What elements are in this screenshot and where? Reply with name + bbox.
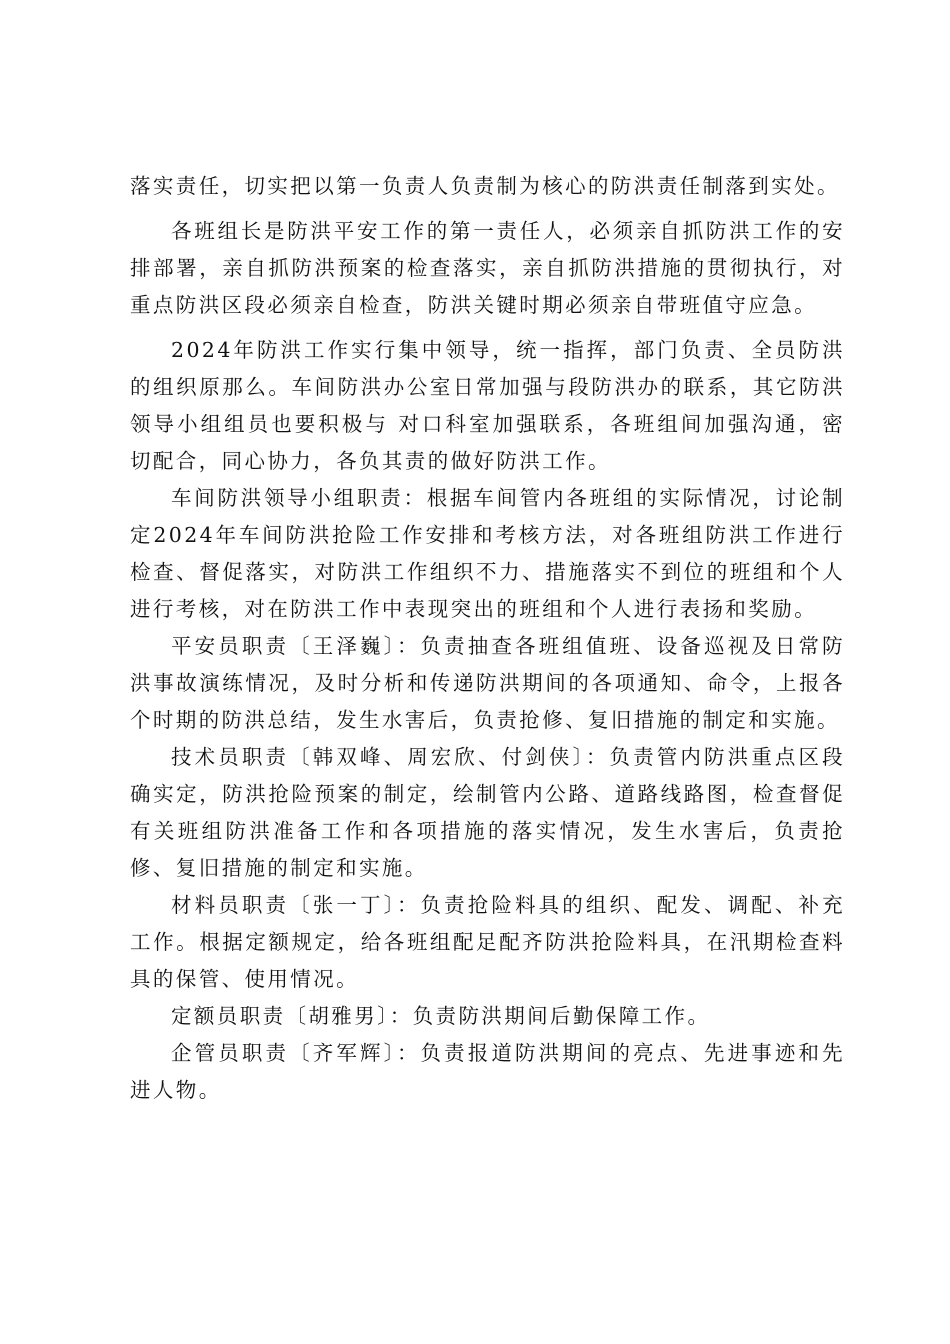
paragraph-2: 各班组长是防洪平安工作的第一责任人，必须亲自抓防洪工作的安排部署，亲自抓防洪预案的检查落实，亲自抓防洪措施的贯彻执行，对重点防洪区段必须亲自检查，防洪关键时期必须亲自带班值守应急。: [130, 219, 845, 317]
paragraph-6: 技术员职责〔韩双峰、周宏欣、付剑侠〕：负责管内防洪重点区段确实定，防洪抢险预案的制定，绘制管内公路、道路线路图，检查督促有关班组防洪准备工作和各项措施的落实情况，发生水害后，负责抢修、复旧措施的制定和实施。: [130, 745, 845, 880]
paragraph-5: 平安员职责〔王泽巍〕：负责抽查各班组值班、设备巡视及日常防洪事故演练情况，及时分析和传递防洪期间的各项通知、命令，上报各个时期的防洪总结，发生水害后，负责抢修、复旧措施的制定和实施。: [130, 634, 845, 732]
paragraph-3: 2024年防洪工作实行集中领导，统一指挥，部门负责、全员防洪的组织原那么。车间防洪办公室日常加强与段防洪办的联系，其它防洪领导小组组员也要积极与 对口科室加强联系，各班组间加强沟通，密切配合，同心协力，各负其责的做好防洪工作。: [130, 338, 845, 473]
paragraph-4: 车间防洪领导小组职责：根据车间管内各班组的实际情况，讨论制定2024年车间防洪抢险工作安排和考核方法，对各班组防洪工作进行检查、督促落实，对防洪工作组织不力、措施落实不到位的班组和个人进行考核，对在防洪工作中表现突出的班组和个人进行表扬和奖励。: [130, 486, 845, 621]
paragraph-7: 材料员职责〔张一丁〕：负责抢险料具的组织、配发、调配、补充工作。根据定额规定，给各班组配足配齐防洪抢险料具，在汛期检查料具的保管、使用情况。: [130, 893, 845, 991]
paragraph-9: 企管员职责〔齐军辉〕：负责报道防洪期间的亮点、先进事迹和先进人物。: [130, 1041, 845, 1102]
paragraph-1: 落实责任，切实把以第一负责人负责制为核心的防洪责任制落到实处。: [130, 174, 840, 198]
paragraph-8: 定额员职责〔胡雅男〕：负责防洪期间后勤保障工作。: [171, 1004, 711, 1028]
document-body: [130, 168, 845, 1109]
